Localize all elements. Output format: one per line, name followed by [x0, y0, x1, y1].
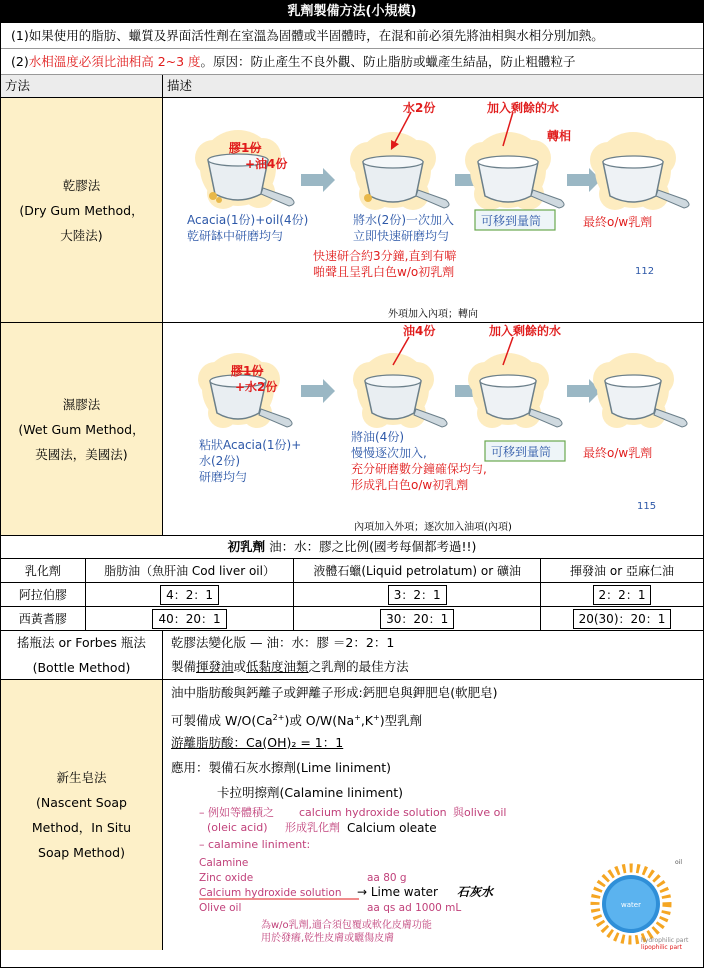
bottle-method-name	[1, 631, 163, 679]
nascent-sup-1: 2+	[272, 713, 285, 722]
wet-page-number: 115	[637, 501, 657, 512]
slide-olive: Olive oil	[199, 902, 242, 914]
bottle-line-2	[163, 655, 703, 679]
nascent-row	[1, 680, 703, 950]
dry-gum-method-label: 乾膠法 (Dry Gum Method， 大陸法)	[19, 177, 144, 243]
wet-step2-b: 慢慢逐次加入,	[351, 446, 427, 460]
wet-gum-desc	[163, 323, 703, 535]
bottle-method-label: 搖瓶法 or Forbes 瓶法 (Bottle Method)	[17, 635, 146, 675]
wet-flow-arrow-1	[301, 379, 335, 403]
wet-caption: 內項加入外項；逐次加入油項(內項)	[354, 522, 512, 533]
nascent-line-2-c: ,K	[360, 713, 373, 729]
nascent-sup-3: +	[372, 713, 380, 722]
dry-final: 最終o/w乳劑	[583, 215, 653, 229]
slide-line-1c: 與olive oil	[453, 806, 507, 819]
ratio-value: 40：20：1	[152, 609, 226, 629]
ratio-cell	[541, 607, 703, 631]
slide-line-3: – calamine liniment:	[199, 838, 311, 851]
slide-line-1a: – 例如等體積之	[199, 806, 274, 819]
nascent-method-name	[1, 680, 163, 950]
slide-foot-2: 用於發癢,乾性皮膚或曬傷皮膚	[261, 933, 395, 944]
header-desc: 描述	[167, 78, 193, 93]
note-line-2-prefix: (2)	[11, 54, 29, 69]
bottle-row	[1, 631, 703, 680]
calamine-slide-image	[199, 804, 529, 944]
ratio-value: 4：2：1	[160, 585, 219, 605]
wet-gum-method-name	[1, 323, 163, 535]
table-header	[1, 75, 703, 98]
dry-step1-b: 乾研缽中研磨均勻	[187, 229, 284, 243]
wet-gum-diagram	[163, 323, 699, 535]
ratio-table-wrap	[1, 559, 703, 631]
wet-step2-c: 充分研磨數分鐘確保均勻,	[351, 462, 487, 476]
dry-step3-a: 快速研合約3分鐘,直到有噼	[313, 249, 457, 263]
dry-label-oil: +油4份	[245, 157, 288, 171]
wet-label-water: +水2份	[235, 380, 278, 394]
ratio-value: 20(30)：20：1	[573, 609, 672, 629]
slide-calamine: Calamine	[199, 857, 249, 869]
ratio-header-0: 乳化劑	[1, 559, 85, 583]
ratio-title	[1, 536, 703, 559]
page-title: 乳劑製備方法(小規模)	[1, 1, 703, 23]
mortar-blob-2	[350, 132, 449, 210]
dry-gum-desc	[163, 98, 703, 322]
wet-mortar-blob-4	[593, 353, 687, 428]
droplet-water-label: water	[621, 901, 641, 909]
dry-label-water: 水2份	[403, 101, 436, 115]
wet-step1-c: 研磨均勻	[199, 470, 248, 484]
ratio-row-tragacanth	[1, 607, 703, 631]
bottle-line-2-b: 揮發油	[196, 659, 234, 674]
wet-step1-a: 粘狀Acacia(1份)+	[199, 438, 302, 452]
ratio-header-2: 液體石蠟(Liquid petrolatum) or 礦油	[294, 559, 541, 583]
bottle-desc	[163, 631, 703, 679]
bottle-line-2-e: 之乳劑的最佳方法	[308, 659, 409, 674]
wet-label-gum: 膠1份	[231, 364, 264, 378]
nascent-line-3-text: 游離脂肪酸：Ca(OH)₂ = 1：1	[171, 735, 344, 750]
slide-zinc: Zinc oxide	[199, 872, 254, 884]
slide-line-2a: (oleic acid)	[207, 821, 268, 834]
nascent-method-label: 新生皂法 (Nascent Soap Method，In Situ Soap Method)	[31, 770, 132, 860]
wet-label-oil: 油4份	[403, 324, 436, 338]
nascent-sup-2: +	[354, 713, 361, 722]
wet-mortar-blob-3	[468, 353, 562, 428]
ratio-header-1: 脂肪油（魚肝油 Cod liver oil）	[85, 559, 294, 583]
dry-step2-b: 立即快速研磨均勻	[353, 229, 450, 243]
ratio-cell	[294, 607, 541, 631]
ratio-row-name: 阿拉伯膠	[1, 583, 85, 607]
dry-step1-a: Acacia(1份)+oil(4份)	[187, 213, 309, 227]
ratio-title-bold: 初乳劑	[227, 539, 266, 554]
slide-olive-amount: aa qs ad 1000 mL	[367, 902, 462, 914]
note-line-2-rest: 。原因：防止產生不良外觀、防止脂肪或蠟產生結晶，防止粗體粒子	[200, 54, 576, 69]
wet-final: 最終o/w乳劑	[583, 446, 653, 460]
header-method: 方法	[1, 75, 163, 97]
slide-zinc-amount: aa 80 g	[367, 872, 407, 884]
ratio-row-acacia	[1, 583, 703, 607]
dry-gum-row	[1, 98, 703, 323]
nascent-line-5: 卡拉明擦劑(Calamine liniment)	[217, 785, 404, 800]
slide-line-1b: calcium hydroxide solution	[299, 806, 447, 819]
wet-step2-d: 形成乳白色o/w初乳劑	[351, 478, 469, 492]
slide-line-2b: 形成乳化劑	[285, 821, 340, 834]
slide-lime-water-cn: 石灰水	[457, 885, 494, 899]
slide-foot-1: 為w/o乳劑,適合須包覆或軟化皮膚功能	[261, 920, 432, 931]
wet-box-text: 可移到量筒	[491, 445, 552, 459]
ratio-cell	[85, 583, 294, 607]
dry-page-number: 112	[635, 266, 655, 277]
wet-mortar-blob-2	[353, 353, 447, 428]
nascent-desc	[163, 680, 703, 950]
ratio-cell	[541, 583, 703, 607]
slide-calcium: Calcium hydroxide solution	[199, 887, 342, 899]
ratio-title-rest: 油：水：膠之比例(國考每個都考過!!)	[265, 539, 477, 554]
dry-step2-a: 將水(2份)一次加入	[353, 213, 454, 227]
droplet-hydro-label: hydrophilic part	[641, 937, 689, 944]
dry-gum-method-name	[1, 98, 163, 322]
ratio-value: 3：2：1	[388, 585, 447, 605]
note-line-2	[1, 49, 703, 75]
wet-step1-b: 水(2份)	[199, 454, 240, 468]
nascent-line-2	[163, 705, 703, 730]
dry-label-gum: 膠1份	[229, 141, 262, 155]
dry-label-add-rest: 加入剩餘的水	[487, 101, 560, 115]
bottle-line-2-d: 低黏度油類	[246, 659, 309, 674]
nascent-line-2-d: )型乳劑	[379, 713, 423, 729]
slide-lime-water: → Lime water	[357, 885, 438, 899]
bottle-line-2-c: 或	[233, 659, 247, 674]
ratio-table	[1, 559, 703, 630]
nascent-line-4: 應用：製備石灰水擦劑(Lime liniment)	[171, 760, 392, 775]
ratio-cell	[294, 583, 541, 607]
wet-gum-row	[1, 323, 703, 536]
nascent-line-2-b: )或 O/W(Na	[284, 713, 355, 729]
ratio-header-row	[1, 559, 703, 583]
ratio-row-name: 西黃耆膠	[1, 607, 85, 631]
flow-arrow-1	[301, 168, 335, 192]
wet-step2-a: 將油(4份)	[351, 430, 404, 444]
dry-step3-b: 啪聲且呈乳白色w/o初乳劑	[313, 265, 455, 279]
nascent-line-1: 油中脂肪酸與鈣離子或鉀離子形成:鈣肥皂與鉀肥皂(軟肥皂)	[171, 685, 498, 700]
ratio-cell	[85, 607, 294, 631]
micelle-droplet-icon	[583, 858, 699, 950]
dry-label-convert: 轉相	[547, 129, 572, 143]
bottle-line-1: 乾膠法變化版 — 油：水：膠 ＝2：2：1	[171, 635, 395, 650]
bottle-line-2-a: 製備	[171, 659, 197, 674]
wet-label-add-rest: 加入剩餘的水	[489, 324, 562, 338]
ratio-value: 2：2：1	[593, 585, 652, 605]
slide-line-2c: Calcium oleate	[347, 821, 437, 835]
droplet-lipo-label: lipophilic part	[641, 944, 682, 950]
ratio-header-3: 揮發油 or 亞麻仁油	[541, 559, 703, 583]
note-line-1: (1)如果使用的脂肪、蠟質及界面活性劑在室溫為固體或半固體時，在混和前必須先將油相與水相分別加熱。	[1, 23, 703, 49]
ratio-value: 30：20：1	[380, 609, 454, 629]
note-line-2-highlight: 水相溫度必須比油相高 2~3 度	[28, 54, 201, 69]
dry-caption: 外項加入內項；轉向	[388, 309, 478, 320]
wet-gum-method-label: 濕膠法 (Wet Gum Method， 英國法，美國法)	[18, 396, 145, 462]
nascent-line-3	[163, 730, 703, 755]
droplet-oil-label: oil	[675, 859, 683, 866]
mortar-blob-4	[590, 132, 689, 210]
mortar-blob-3	[465, 132, 564, 210]
dry-box-text: 可移到量筒	[481, 214, 542, 228]
dry-gum-diagram	[163, 98, 699, 314]
nascent-line-2-a: 可製備成 W/O(Ca	[171, 713, 273, 729]
